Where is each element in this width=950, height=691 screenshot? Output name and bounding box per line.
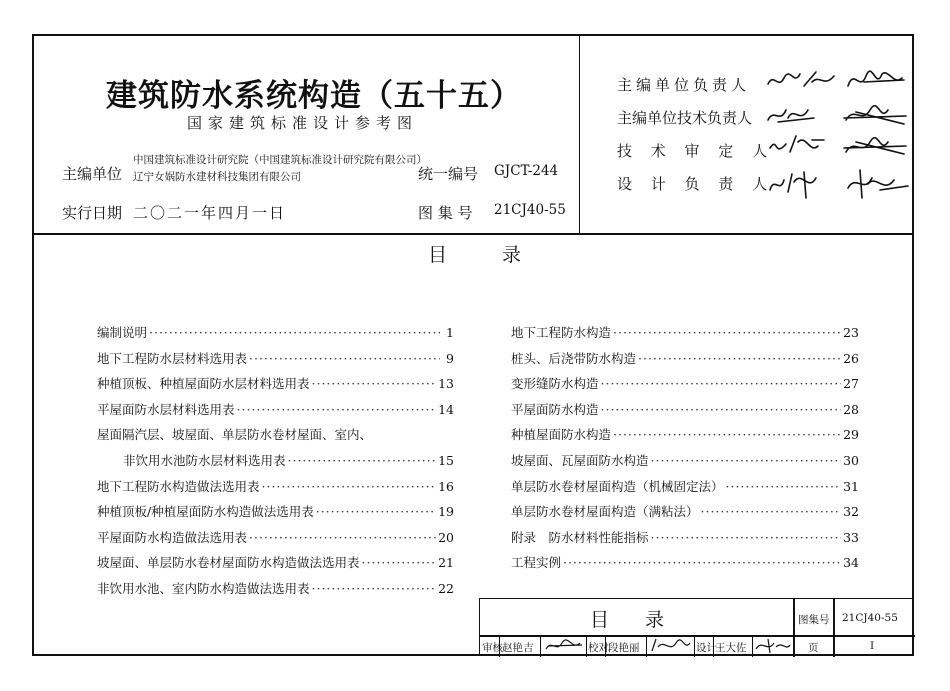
org-label: 主编单位 <box>62 165 123 183</box>
date-label: 实行日期 <box>62 204 123 222</box>
signature-role-2: 主编单位技术负责人 <box>617 109 753 127</box>
toc-entry-page: 22 <box>438 580 454 596</box>
title-block-atlas-value: 21CJ40-55 <box>842 612 898 624</box>
toc-entry-title: 种植屋面防水构造 <box>511 427 612 443</box>
signature-role-4: 设 计 负 责 人 <box>617 175 775 193</box>
toc-entry-page: 33 <box>843 529 859 545</box>
toc-entry-title: 地下工程防水构造 <box>511 325 612 340</box>
check-signature <box>650 637 692 655</box>
toc-entry[interactable] <box>511 499 859 525</box>
toc-entry[interactable] <box>511 474 859 500</box>
toc-entry[interactable] <box>511 346 859 372</box>
toc-entry-title: 附录 防水材料性能指标 <box>511 529 649 545</box>
toc-entry[interactable] <box>511 525 859 551</box>
title-block-rule <box>793 599 795 657</box>
check-label: 校对 <box>588 642 609 654</box>
toc-entry[interactable] <box>511 371 859 397</box>
toc-entry-page: 26 <box>843 350 859 366</box>
title-block-title: 目录 <box>590 609 701 631</box>
toc-entry-page: 16 <box>438 478 454 494</box>
toc-entry-title: 种植顶板、种植屋面防水层材料选用表 <box>97 376 310 392</box>
toc-entry-page: 32 <box>843 504 859 520</box>
review-name: 赵艳吉 <box>502 642 534 654</box>
design-name: 王大佐 <box>715 642 747 654</box>
date-value: 二〇二一年四月一日 <box>133 204 287 222</box>
header-block <box>34 36 912 235</box>
toc-entry[interactable] <box>97 448 454 474</box>
toc-entry-title: 种植顶板/种植屋面防水构造做法选用表 <box>97 504 314 520</box>
code-value: GJCT-244 <box>494 163 559 179</box>
title-block-rule <box>752 635 753 657</box>
page-label: 页 <box>808 642 819 654</box>
toc-entry-page: 20 <box>438 529 454 545</box>
toc-right-column <box>511 320 859 576</box>
toc-entry-title: 地下工程防水层材料选用表 <box>97 350 248 366</box>
toc-entry-title: 变形缝防水构造 <box>511 376 599 392</box>
toc-entry-title: 工程实例 <box>511 555 562 571</box>
toc-entry-page: 1 <box>446 325 454 340</box>
check-name: 段艳丽 <box>608 642 640 654</box>
toc-entry-page: 23 <box>843 325 859 340</box>
atlas-label: 图 集 号 <box>418 204 473 222</box>
toc-entry-title: 编制说明 <box>97 325 148 340</box>
review-signature <box>544 637 584 655</box>
toc-entry[interactable] <box>511 448 859 474</box>
title-block <box>479 598 914 656</box>
signature-2 <box>764 98 912 132</box>
toc-entry[interactable] <box>511 397 859 423</box>
toc-entry[interactable] <box>97 371 454 397</box>
toc-entry-page: 28 <box>843 401 859 417</box>
toc-entry-title: 坡屋面、瓦屋面防水构造 <box>511 452 649 468</box>
page-value: I <box>870 640 875 652</box>
toc-entry[interactable] <box>97 422 454 448</box>
title-block-rule <box>646 635 647 657</box>
toc-entry[interactable] <box>97 320 454 346</box>
toc-entry-page: 34 <box>843 555 859 571</box>
toc-entry-title: 桩头、后浇带防水构造 <box>511 350 637 366</box>
toc-entry[interactable] <box>97 525 454 551</box>
toc-entry[interactable] <box>511 550 859 576</box>
toc-entry-title: 单层防水卷材屋面构造（机械固定法） <box>511 478 724 494</box>
toc-entry-title: 屋面隔汽层、坡屋面、单层防水卷材屋面、室内、 <box>97 427 373 443</box>
toc-entry-title: 单层防水卷材屋面构造（满粘法） <box>511 504 699 520</box>
toc-entry-title: 非饮用水池、室内防水构造做法选用表 <box>97 580 310 596</box>
org-line-2: 辽宁女娲防水建材科技集团有限公司 <box>133 171 301 183</box>
toc-entry-page: 14 <box>438 401 454 417</box>
code-label: 统一编号 <box>418 165 479 183</box>
toc-entry[interactable] <box>97 397 454 423</box>
toc-entry-page: 27 <box>843 376 859 392</box>
title-block-rule <box>540 635 541 657</box>
design-label: 设计 <box>696 642 717 654</box>
signature-role-1: 主编单位负责人 <box>617 76 751 94</box>
title-block-rule <box>833 599 835 657</box>
toc-entry-page: 19 <box>438 504 454 520</box>
toc-entry[interactable] <box>97 499 454 525</box>
document-subtitle: 国家建筑标准设计参考图 <box>187 114 419 132</box>
toc-entry-page: 31 <box>843 478 859 494</box>
toc-entry-title: 平屋面防水构造做法选用表 <box>97 529 248 545</box>
toc-entry[interactable] <box>511 320 859 346</box>
org-line-1: 中国建筑标准设计研究院（中国建筑标准设计研究院有限公司） <box>133 154 427 166</box>
toc-entry[interactable] <box>511 422 859 448</box>
toc-entry-title: 平屋面防水构造 <box>511 401 599 417</box>
toc-entry-title: 地下工程防水构造做法选用表 <box>97 478 260 494</box>
toc-entry-page: 13 <box>438 376 454 392</box>
toc-entry-title: 非饮用水池防水层材料选用表 <box>123 452 286 468</box>
toc-left-column <box>97 320 454 602</box>
toc-entry[interactable] <box>97 550 454 576</box>
toc-entry-page: 9 <box>446 350 454 366</box>
toc-entry[interactable] <box>97 576 454 602</box>
atlas-value: 21CJ40-55 <box>494 202 566 218</box>
toc-entry-page: 15 <box>438 452 454 468</box>
toc-entry[interactable] <box>97 346 454 372</box>
signature-3 <box>764 130 912 164</box>
header-divider <box>579 36 580 233</box>
review-label: 审核 <box>482 642 503 654</box>
toc-heading-left: 目 <box>428 244 448 266</box>
toc-entry-title: 平屋面防水层材料选用表 <box>97 401 235 417</box>
toc-entry-title: 坡屋面、单层防水卷材屋面防水构造做法选用表 <box>97 555 360 571</box>
document-title: 建筑防水系统构造（五十五） <box>106 78 522 114</box>
toc-entry-page: 30 <box>843 452 859 468</box>
toc-entry[interactable] <box>97 474 454 500</box>
title-block-rule <box>586 635 587 657</box>
toc-entry-page: 29 <box>843 427 859 443</box>
title-block-atlas-label: 图集号 <box>798 614 830 626</box>
toc-heading-right: 录 <box>502 244 522 266</box>
signature-1 <box>764 64 912 98</box>
title-block-rule <box>694 635 695 657</box>
design-signature <box>754 637 792 655</box>
signature-4 <box>764 164 912 204</box>
toc-entry-page: 21 <box>438 555 454 571</box>
signature-role-3: 技 术 审 定 人 <box>617 142 775 160</box>
